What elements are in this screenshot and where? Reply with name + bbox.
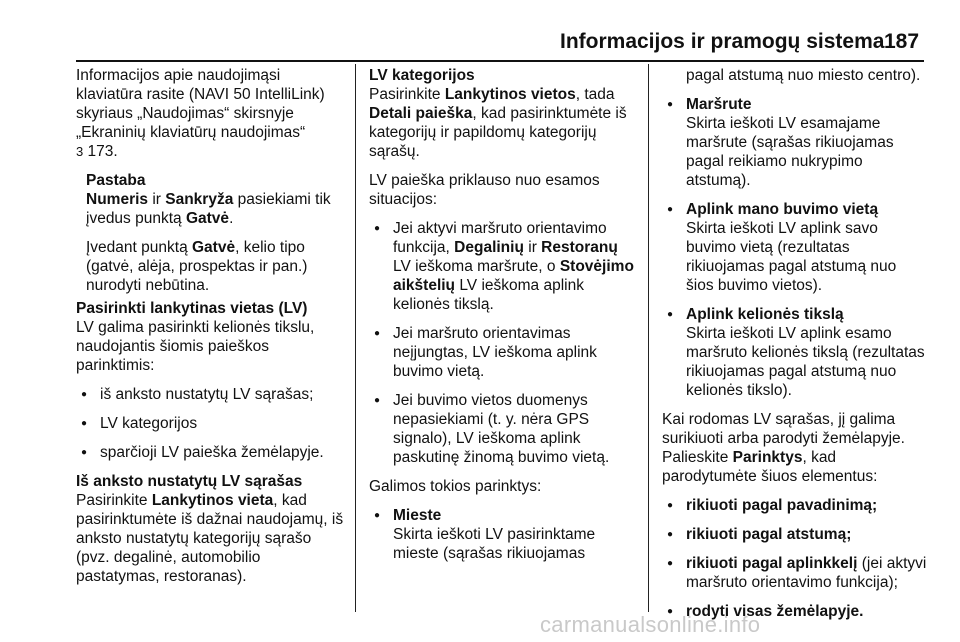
term-sankryza: Sankryža [165,191,234,208]
list-item: ● LV kategorijos [76,414,348,433]
list-item-text: Skirta ieškoti LV pasirinktame mieste (sąrašas rikiuojamas [393,526,596,562]
body-text: LV ieškoma aplink kelionės tikslą. [393,277,584,313]
watermark: carmanualsonline.info [540,612,761,637]
list-item: ● rodyti visas žemėlapyje. [662,602,927,621]
section-heading: Pasirinkti lankytinas vietas (LV) [76,300,308,317]
intro-text: Informacijos apie naudojimąsi klaviatūra rasite (NAVI 50 IntelliLink) skyriaus „Naudojimas“ skirsnyje „Ekraninių klaviatūrų naudojimas“ [76,67,325,141]
body-text: ir [523,239,542,256]
note-text: . [229,210,234,227]
list-item-text: Skirta ieškoti LV aplink savo buvimo vietą (rezultatas rikiuojamas pagal atstumą nuo šios buvimo vietos). [686,220,897,294]
term-gatve: Gatvė [192,239,236,256]
note-text: , kelio tipo (gatvė, alėja, prospektas ir pan.) nurodyti nebūtina. [86,239,308,294]
note-title: Pastaba [86,172,146,189]
list-item: ● Jei buvimo vietos duomenys nepasiekiami (t. y. nėra GPS signalo), LV ieškoma aplink paskutinę žinomą buvimo vietą. [369,391,637,467]
list-item: ● rikiuoti pagal atstumą; [662,525,927,544]
page-title: Informacijos ir pramogų sistema [560,30,885,53]
term-restoranu: Restoranų [541,239,618,256]
body-text: LV ieškoma maršrute, o [393,258,560,275]
term-detali-paieska: Detali paieška [369,105,473,122]
column-3 [662,66,927,621]
column-2 [369,66,637,563]
column-divider [648,64,649,612]
body-text: , kad pasirinktumėte iš dažnai naudojamų, iš anksto nustatytų kategorijų sąrašo (pvz. degalinė, automobilio pastatymas, restoranas). [76,492,344,585]
section-text [662,410,927,486]
list-item-title: ● Mieste [369,506,637,525]
intro-paragraph [76,66,348,161]
body-text: Kai rodomas LV sąrašas, jį galima surikiuoti arba parodyti žemėlapyje. Palieskite [662,411,905,466]
body-text: , tada [575,86,615,103]
note-paragraph-2 [86,238,348,295]
note-text: ir [148,191,166,208]
column-1 [76,66,348,586]
term-parinktys: Parinktys [732,449,803,466]
list-item: ● sparčioji LV paieška žemėlapyje. [76,443,348,462]
term-numeris: Numeris [86,191,149,208]
list-item-text: Skirta ieškoti LV esamajame maršrute (sąrašas rikiuojamas pagal reikiamo nukrypimo atstumą). [686,115,894,189]
list-item-title: ● Maršrute [662,95,927,114]
list-item [662,554,927,592]
section-heading: Iš anksto nustatytų LV sąrašas [76,473,303,490]
page-reference: 173. [87,143,118,160]
section-text [369,85,637,161]
body-text: , kad pasirinktumėte iš kategorijų ir papildomų kategorijų sąrašų. [369,105,627,160]
list-item-title: ● Aplink mano buvimo vietą [662,200,927,219]
term-lankytinos-vieta: Lankytinos vieta [151,492,274,509]
section-heading: LV kategorijos [369,67,475,84]
note-box [76,171,348,295]
body-text: (jei aktyvi maršruto orientavimo funkcija); [686,555,927,591]
list-item-text: pagal atstumą nuo miesto centro). [686,67,921,84]
section-text: Galimos tokios parinktys: [369,478,542,495]
list-item [369,219,637,314]
term-degaliniu: Degalinių [454,239,524,256]
arrow-reference-icon: 3 [76,144,84,159]
note-text: pasiekiami tik įvedus punktą [86,191,331,227]
header-divider [76,60,924,62]
body-text: , kad parodytumėte šiuos elementus: [662,449,878,485]
body-text: Pasirinkite [76,492,152,509]
list-item-title: ● Aplink kelionės tikslą [662,305,927,324]
term-lankytinos-vietos: Lankytinos vietos [444,86,576,103]
section-text: LV galima pasirinkti kelionės tikslu, naudojantis šiomis paieškos parinktimis: [76,319,315,374]
page-number: 187 [884,30,920,53]
note-text: Įvedant punktą [86,239,192,256]
term-stovejimo-aikstelių: Stovėjimo aikštelių [393,258,634,294]
list-item: ● iš anksto nustatytų LV sąrašas; [76,385,348,404]
body-text: Jei aktyvi maršruto orientavimo funkcija, [393,220,607,256]
term-aplinkkeli: rikiuoti pagal aplinkkelį [686,555,858,572]
note-paragraph-1 [86,190,348,228]
section-text: LV paieška priklauso nuo esamos situacijos: [369,172,600,208]
list-item-text: Skirta ieškoti LV aplink esamo maršruto kelionės tikslą (rezultatas rikiuojamas pagal atstumą nuo kelionės tikslo). [686,325,925,399]
column-divider [355,64,356,612]
section-text [76,491,348,586]
list-item: ● Jei maršruto orientavimas neįjungtas, LV ieškoma aplink buvimo vietą. [369,324,637,381]
body-text: Pasirinkite [369,86,445,103]
term-gatve: Gatvė [185,210,230,227]
list-item: ● rikiuoti pagal pavadinimą; [662,496,927,515]
